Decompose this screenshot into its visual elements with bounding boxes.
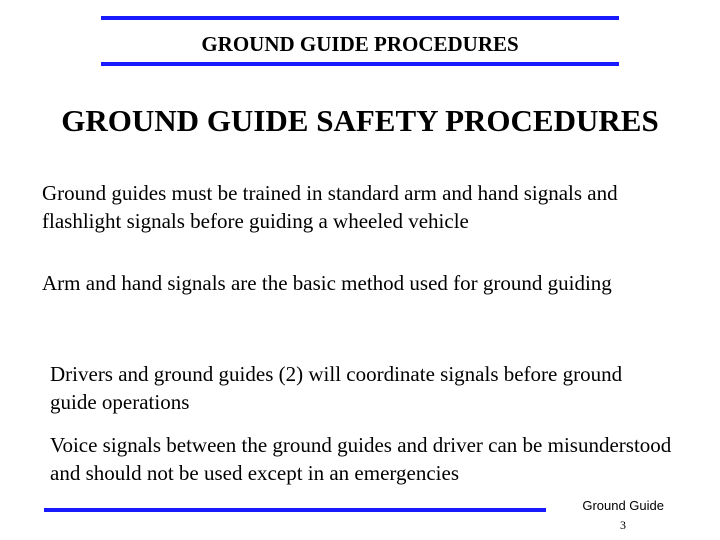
header-bottom-rule [101, 62, 619, 66]
header-top-rule [101, 16, 619, 20]
footer-label: Ground Guide [582, 498, 664, 513]
body-paragraph-voice-signals: Voice signals between the ground guides and driver can be misunderstood and should not be used except in an emergencies [50, 433, 672, 485]
header-title: GROUND GUIDE PROCEDURES [201, 32, 519, 56]
body-paragraph-training: Ground guides must be trained in standard arm and hand signals and flashlight signals before guiding a wheeled vehicle [42, 181, 618, 233]
body-paragraph-coordinate-signals: Drivers and ground guides (2) will coordinate signals before ground guide operations [50, 362, 623, 414]
page-number: 3 [620, 518, 626, 532]
body-paragraph-arm-hand-signals: Arm and hand signals are the basic method used for ground guiding [42, 271, 612, 295]
footer-rule [44, 508, 546, 512]
slide-title: GROUND GUIDE SAFETY PROCEDURES [61, 103, 659, 138]
